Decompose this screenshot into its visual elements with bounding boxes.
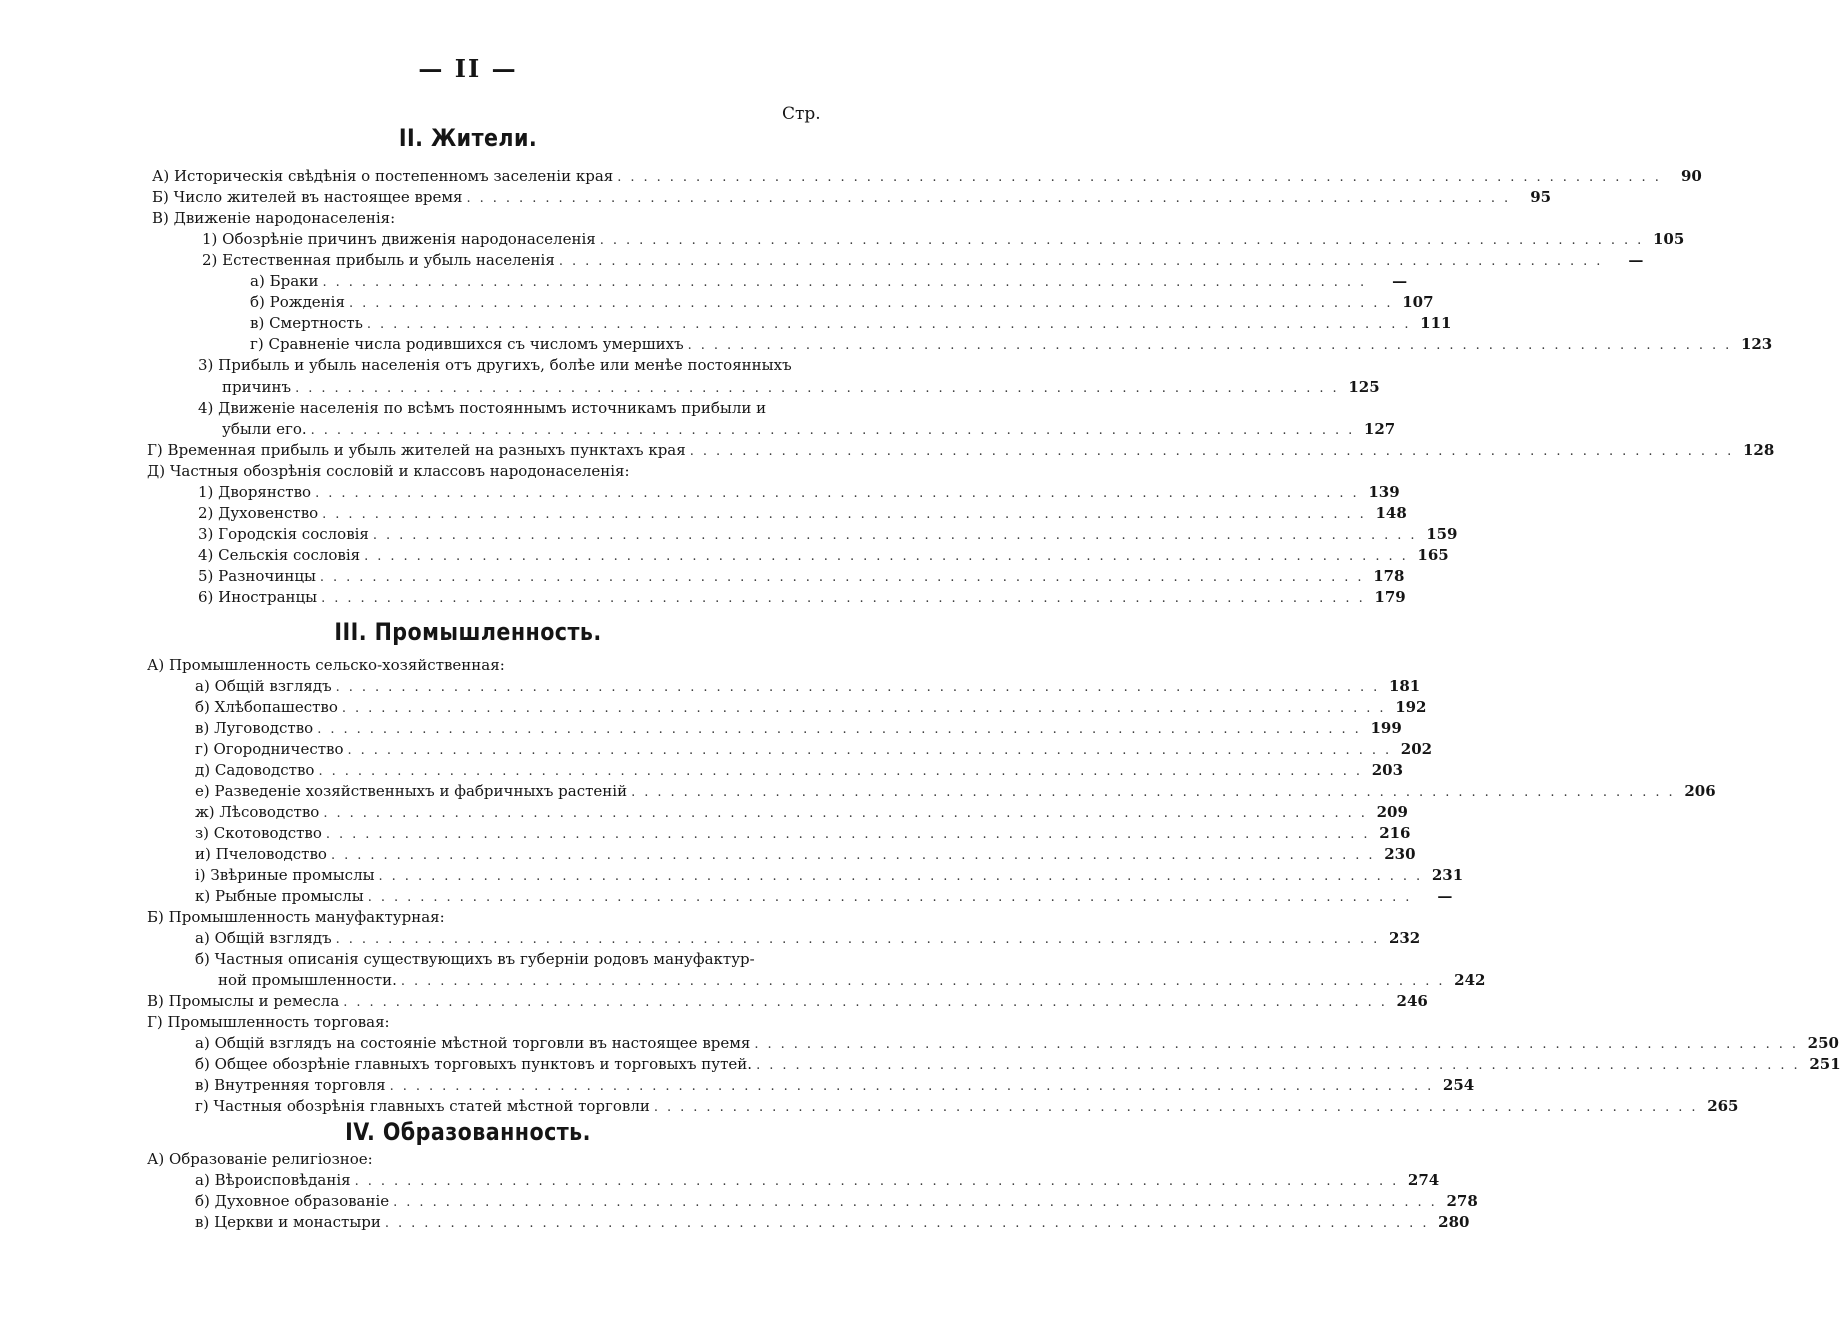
toc-entry-page: 230	[1384, 845, 1416, 863]
dot-leader: ................................................................................	[393, 1195, 1444, 1210]
dot-leader: ................................................................................	[323, 806, 1374, 821]
page-number: — II —	[418, 54, 518, 83]
dot-leader: ................................................................................	[687, 338, 1739, 353]
toc-entry	[202, 250, 1644, 271]
toc-entry	[195, 1054, 1841, 1075]
toc-entry-label: 5) Разночинцы	[198, 567, 316, 585]
toc-entry-page: 111	[1420, 314, 1452, 332]
toc-entry	[222, 377, 1380, 398]
dot-leader: ................................................................................	[599, 233, 1651, 248]
toc-entry-page: 254	[1442, 1076, 1475, 1094]
dot-leader: ................................................................................	[318, 764, 1370, 779]
toc-entry	[195, 1096, 1739, 1117]
dot-leader: ................................................................................	[348, 296, 1400, 311]
toc-entry-label: б) Рожденія	[250, 293, 345, 311]
toc-entry-page: 105	[1653, 230, 1685, 248]
toc-entry-page: 90	[1680, 167, 1702, 185]
toc-entry-label: Д) Частныя обозрѣнія сословій и классовъ народонаселенія:	[147, 462, 630, 480]
toc-entry-label: а) Общій взглядъ	[195, 677, 332, 695]
toc-entry-label: 4) Движеніе населенія по всѣмъ постояннымъ источникамъ прибыли и	[198, 399, 767, 417]
dot-leader: ................................................................................	[372, 528, 1424, 543]
toc-entry-page: 206	[1684, 782, 1716, 800]
section-heading: III. Промышленность.	[334, 618, 602, 646]
toc-entry	[218, 970, 1486, 991]
dot-leader: ................................................................................	[322, 507, 1373, 522]
dot-leader: ................................................................................	[466, 191, 1518, 206]
toc-entry-label: убыли его.	[222, 420, 307, 438]
dot-leader: ................................................................................	[558, 254, 1610, 269]
toc-entry-label: Г) Промышленность торговая:	[147, 1013, 390, 1031]
toc-entry-label: а) Общій взглядъ	[195, 929, 332, 947]
toc-entry	[195, 886, 1453, 907]
toc-entry-page: 125	[1348, 378, 1380, 396]
toc-entry	[147, 461, 812, 482]
toc-entry-page: 165	[1417, 546, 1449, 564]
toc-entry-label: г) Частныя обозрѣнія главныхъ статей мѣстной торговли	[195, 1097, 650, 1115]
toc-entry	[195, 949, 812, 970]
toc-entry-page: 148	[1375, 504, 1407, 522]
toc-entry-page: 231	[1431, 866, 1464, 884]
dot-leader: ................................................................................	[400, 974, 1452, 989]
toc-entry-label: Б) Промышленность мануфактурная:	[147, 908, 445, 926]
toc-entry	[195, 781, 1716, 802]
toc-entry	[152, 208, 812, 229]
toc-entry-page: 159	[1426, 525, 1458, 543]
toc-entry	[152, 166, 1702, 187]
toc-entry-label: в) Луговодство	[195, 719, 314, 737]
toc-entry	[195, 928, 1421, 949]
toc-entry	[195, 865, 1464, 886]
toc-entry-label: б) Духовное образованіе	[195, 1192, 390, 1210]
toc-entry	[250, 313, 1452, 334]
toc-entry	[198, 482, 1400, 503]
dot-leader: ................................................................................	[653, 1100, 1705, 1115]
toc-entry-page: 139	[1368, 483, 1400, 501]
toc-entry-page: 216	[1379, 824, 1411, 842]
toc-entry	[198, 566, 1405, 587]
toc-entry-page: 274	[1407, 1171, 1440, 1189]
toc-entry-label: 2) Духовенство	[198, 504, 319, 522]
dot-leader: ................................................................................	[319, 570, 1371, 585]
toc-entry	[198, 355, 812, 376]
dot-leader: ................................................................................	[754, 1037, 1805, 1052]
toc-entry-label: В) Движеніе народонаселенія:	[152, 209, 396, 227]
dot-leader: ................................................................................	[325, 827, 1377, 842]
toc-entry-page: 107	[1402, 293, 1434, 311]
toc-entry-label: А) Образованіе религіозное:	[147, 1150, 373, 1168]
toc-entry	[147, 655, 812, 676]
toc-entry-page: 246	[1396, 992, 1428, 1010]
toc-entry	[147, 1149, 812, 1170]
dot-leader: ................................................................................	[335, 680, 1387, 695]
dot-leader: ................................................................................	[321, 591, 1372, 606]
toc-entry	[195, 844, 1416, 865]
toc-entry-label: А) Историческія свѣдѣнія о постепенномъ заселеніи края	[152, 167, 614, 185]
toc-entry	[250, 292, 1434, 313]
dot-leader: ................................................................................	[310, 423, 1362, 438]
dot-leader: ................................................................................	[330, 848, 1382, 863]
dot-leader: ................................................................................	[364, 549, 1415, 564]
toc-entry-label: В) Промыслы и ремесла	[147, 992, 340, 1010]
toc-entry	[198, 587, 1406, 608]
toc-entry-page: 192	[1395, 698, 1427, 716]
dot-leader: ................................................................................	[335, 932, 1387, 947]
toc-entry-page: 181	[1388, 677, 1421, 695]
page-column-header: Стр.	[782, 104, 821, 124]
toc-entry-label: б) Общее обозрѣніе главныхъ торговыхъ пунктовъ и торговыхъ путей.	[195, 1055, 753, 1073]
dot-leader: ................................................................................	[367, 890, 1419, 905]
dot-leader: ................................................................................	[354, 1174, 1406, 1189]
dot-leader: ................................................................................	[384, 1216, 1436, 1231]
toc-entry-label: в) Внутренняя торговля	[195, 1076, 386, 1094]
toc-entry	[195, 1170, 1440, 1191]
toc-entry	[195, 676, 1421, 697]
toc-entry	[147, 991, 1428, 1012]
toc-entry	[195, 718, 1402, 739]
toc-entry-page: 95	[1530, 188, 1552, 206]
toc-entry-page: —	[1437, 887, 1453, 905]
toc-entry-label: Г) Временная прибыль и убыль жителей на разныхъ пунктахъ края	[147, 441, 686, 459]
toc-entry-page: —	[1628, 251, 1644, 269]
toc-entry	[198, 398, 812, 419]
toc-entry	[250, 334, 1773, 355]
toc-entry-page: 199	[1370, 719, 1402, 737]
toc-entry-page: 202	[1400, 740, 1433, 758]
toc-entry-label: причинъ	[222, 378, 292, 396]
toc-entry	[147, 907, 812, 928]
toc-entry	[202, 229, 1685, 250]
toc-entry-page: 179	[1374, 588, 1406, 606]
toc-entry	[195, 739, 1433, 760]
dot-leader: ................................................................................	[317, 722, 1368, 737]
toc-entry	[195, 760, 1404, 781]
dot-leader: ................................................................................	[631, 785, 1682, 800]
toc-entry	[147, 440, 1775, 461]
toc-entry-label: 1) Дворянство	[198, 483, 312, 501]
dot-leader: ................................................................................	[617, 170, 1668, 185]
toc-entry-label: г) Сравненіе числа родившихся съ числомъ умершихъ	[250, 335, 684, 353]
toc-entry	[195, 823, 1411, 844]
toc-entry-label: б) Хлѣбопашество	[195, 698, 338, 716]
toc-entry-label: Б) Число жителей въ настоящее время	[152, 188, 463, 206]
toc-entry	[195, 1075, 1475, 1096]
toc-entry-label: а) Браки	[250, 272, 319, 290]
toc-entry-label: в) Церкви и монастыри	[195, 1213, 381, 1231]
toc-entry-label: в) Смертность	[250, 314, 363, 332]
section-heading: IV. Образованность.	[345, 1118, 591, 1146]
toc-entry-page: 242	[1454, 971, 1486, 989]
dot-leader: ................................................................................	[347, 743, 1399, 758]
toc-entry-label: 6) Иностранцы	[198, 588, 318, 606]
dot-leader: ................................................................................	[322, 275, 1374, 290]
toc-entry-label: а) Общій взглядъ на состояніе мѣстной торговли въ настоящее время	[195, 1034, 751, 1052]
toc-entry-page: 250	[1807, 1034, 1839, 1052]
toc-entry	[198, 503, 1407, 524]
dot-leader: ................................................................................	[389, 1079, 1441, 1094]
dot-leader: ................................................................................	[341, 701, 1393, 716]
toc-entry-label: 1) Обозрѣніе причинъ движенія народонаселенія	[202, 230, 596, 248]
toc-entry	[222, 419, 1396, 440]
toc-entry-page: 280	[1438, 1213, 1470, 1231]
toc-entry-page: 209	[1376, 803, 1408, 821]
toc-entry-page: 278	[1446, 1192, 1478, 1210]
dot-leader: ................................................................................	[315, 486, 1366, 501]
toc-entry-page: 265	[1707, 1097, 1739, 1115]
toc-entry-page: 251	[1809, 1055, 1841, 1073]
toc-entry-label: 3) Прибыль и убыль населенія отъ другихъ, болѣе или менѣе постоянныхъ	[198, 356, 792, 374]
toc-entry-label: А) Промышленность сельско-хозяйственная:	[147, 656, 505, 674]
toc-entry-label: з) Скотоводство	[195, 824, 322, 842]
toc-entry-label: 4) Сельскія сословія	[198, 546, 361, 564]
toc-entry-page: 178	[1373, 567, 1405, 585]
toc-entry-label: 2) Естественная прибыль и убыль населенія	[202, 251, 555, 269]
toc-entry	[195, 697, 1427, 718]
dot-leader: ................................................................................	[295, 381, 1346, 396]
toc-entry-page: 203	[1371, 761, 1404, 779]
toc-entry-label: и) Пчеловодство	[195, 845, 327, 863]
toc-entry-label: ж) Лѣсоводство	[195, 803, 320, 821]
toc-entry-label: г) Огородничество	[195, 740, 344, 758]
toc-entry	[147, 1012, 812, 1033]
toc-entry	[198, 524, 1458, 545]
toc-entry	[195, 1033, 1839, 1054]
toc-entry	[195, 802, 1408, 823]
toc-entry	[198, 545, 1449, 566]
dot-leader: ................................................................................	[343, 995, 1394, 1010]
toc-entry-label: б) Частныя описанія существующихъ въ губерніи родовъ мануфактур-	[195, 950, 755, 968]
toc-entry	[195, 1212, 1470, 1233]
dot-leader: ................................................................................	[378, 869, 1430, 884]
toc-entry-label: і) Звѣриные промыслы	[195, 866, 375, 884]
dot-leader: ................................................................................	[689, 444, 1741, 459]
dot-leader: ................................................................................	[756, 1058, 1807, 1073]
toc-entry-page: 232	[1388, 929, 1421, 947]
toc-entry-page: 128	[1742, 441, 1775, 459]
toc-entry-label: д) Садоводство	[195, 761, 315, 779]
toc-entry	[195, 1191, 1478, 1212]
toc-entry-page: 123	[1740, 335, 1773, 353]
toc-entry	[152, 187, 1552, 208]
toc-entry-label: к) Рыбные промыслы	[195, 887, 364, 905]
dot-leader: ................................................................................	[366, 317, 1418, 332]
toc-entry	[250, 271, 1408, 292]
toc-entry-page: —	[1392, 272, 1408, 290]
toc-entry-label: 3) Городскія сословія	[198, 525, 369, 543]
toc-entry-page: 127	[1363, 420, 1396, 438]
toc-entry-label: е) Разведеніе хозяйственныхъ и фабричныхъ растеній	[195, 782, 628, 800]
toc-entry-label: а) Вѣроисповѣданія	[195, 1171, 351, 1189]
section-heading: II. Жители.	[398, 124, 538, 152]
toc-entry-label: ной промышленности.	[218, 971, 397, 989]
